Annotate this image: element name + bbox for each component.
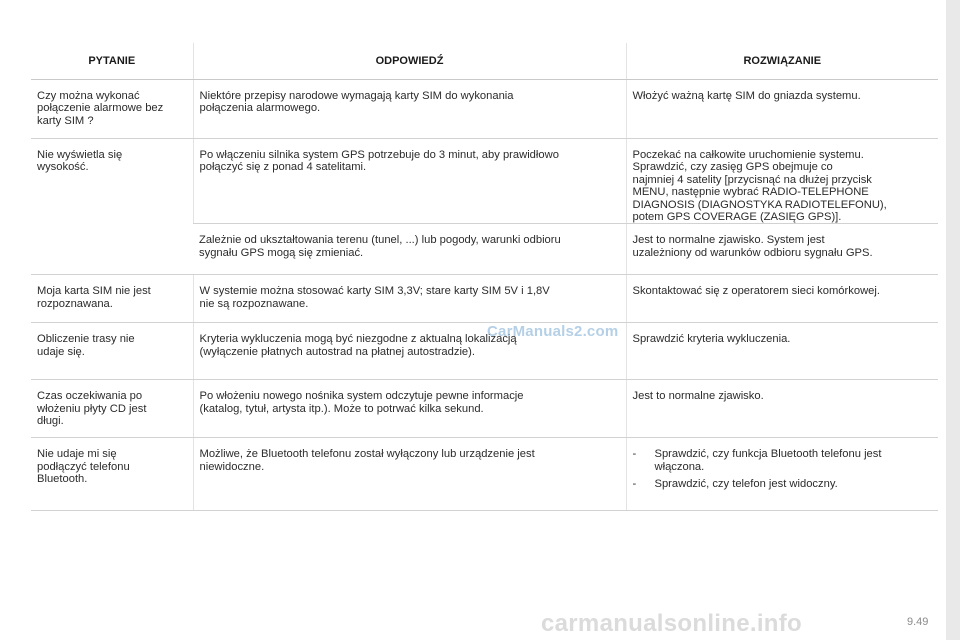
answer-cell — [193, 224, 626, 275]
solution-cell — [626, 80, 938, 139]
solution-cell — [626, 224, 938, 275]
solution-text: Skontaktować się z operatorem sieci komórkowej. — [632, 285, 880, 298]
solution-list-item — [633, 448, 933, 473]
solution-text: włączona. — [654, 460, 705, 473]
answer-text: W systemie można stosować karty SIM 3,3V; stare karty SIM 5V i 1,8V — [199, 285, 550, 298]
solution-list-text — [655, 478, 933, 490]
solution-text: Sprawdzić, czy telefon jest widoczny. — [654, 478, 838, 491]
question-text: karty SIM ? — [37, 114, 94, 127]
solution-text: Sprawdzić kryteria wykluczenia. — [632, 333, 791, 346]
solution-cell — [626, 275, 938, 323]
answer-text: (katalog, tytuł, artysta itp.). Może to potrwać kilka sekund. — [199, 402, 484, 415]
question-text: połączenie alarmowe bez — [37, 102, 164, 115]
header-solution: ROZWIĄZANIE — [626, 43, 938, 80]
question-text: Nie udaje mi się — [37, 448, 117, 461]
solution-cell — [626, 438, 938, 511]
question-cell — [31, 323, 193, 380]
faq-table — [31, 43, 938, 511]
question-text: Obliczenie trasy nie — [37, 333, 135, 346]
dash-bullet: - — [632, 448, 637, 461]
question-text: udaje się. — [37, 345, 85, 358]
table-header-row — [31, 43, 938, 80]
question-text: wysokość. — [37, 161, 89, 174]
solution-text: uzależniony od warunków odbioru sygnału GPS. — [632, 246, 873, 259]
solution-list-item — [633, 478, 933, 490]
question-text: Moja karta SIM nie jest — [37, 285, 151, 298]
question-text: rozpoznawana. — [37, 297, 113, 310]
question-text: Nie wyświetla się — [37, 149, 123, 161]
solution-text: Włożyć ważną kartę SIM do gniazda systemu. — [632, 90, 861, 102]
table-row — [31, 323, 938, 380]
answer-text: Możliwe, że Bluetooth telefonu został wyłączony lub urządzenie jest — [199, 448, 535, 461]
answer-cell — [193, 438, 626, 511]
question-text: Czas oczekiwania po — [37, 390, 143, 403]
question-text: Czy można wykonać — [37, 90, 140, 102]
solution-text: Jest to normalne zjawisko. — [632, 390, 764, 403]
answer-text: sygnału GPS mogą się zmieniać. — [199, 246, 364, 259]
answer-text: niewidoczne. — [199, 460, 265, 473]
solution-text: DIAGNOSIS (DIAGNOSTYKA RADIOTELEFONU), — [632, 198, 887, 211]
page-number: 9.49 — [907, 616, 929, 628]
solution-cell — [626, 323, 938, 380]
solution-cell — [626, 139, 938, 224]
faq-page — [31, 43, 938, 511]
solution-text: Sprawdzić, czy funkcja Bluetooth telefonu jest — [654, 448, 882, 461]
solution-text: Sprawdzić, czy zasięg GPS obejmuje co — [632, 161, 833, 174]
table-row — [31, 80, 938, 139]
question-cell — [31, 275, 193, 323]
answer-text: (wyłączenie płatnych autostrad na płatnej autostradzie). — [199, 345, 475, 358]
solution-text: potem GPS COVERAGE (ZASIĘG GPS)]. — [632, 211, 842, 224]
dash-bullet: - — [632, 478, 637, 491]
question-cell — [31, 139, 193, 275]
answer-text: Niektóre przepisy narodowe wymagają karty SIM do wykonania — [199, 90, 514, 102]
answer-cell — [193, 139, 626, 224]
question-cell — [31, 438, 193, 511]
question-cell — [31, 80, 193, 139]
header-question: PYTANIE — [31, 43, 193, 80]
question-text: włożeniu płyty CD jest — [37, 402, 147, 415]
header-answer: ODPOWIEDŹ — [193, 43, 626, 80]
answer-text: Po włożeniu nowego nośnika system odczytuje pewne informacje — [199, 390, 524, 403]
question-text: Bluetooth. — [37, 473, 88, 486]
answer-cell — [193, 275, 626, 323]
solution-text: Poczekać na całkowite uruchomienie systemu. — [632, 149, 864, 161]
question-text: długi. — [37, 415, 64, 428]
solution-list-text — [655, 448, 933, 473]
answer-cell — [193, 80, 626, 139]
table-row — [31, 275, 938, 323]
solution-text: Jest to normalne zjawisko. System jest — [632, 234, 825, 247]
page-edge-bar — [946, 0, 960, 640]
table-row — [31, 139, 938, 224]
footer-watermark-text: carmanualsonline.info — [541, 610, 803, 637]
answer-text: połączyć się z ponad 4 satelitami. — [199, 161, 367, 174]
answer-text: Kryteria wykluczenia mogą być niezgodne z aktualną lokalizacją — [199, 333, 517, 346]
answer-text: nie są rozpoznawane. — [199, 297, 309, 310]
question-text: podłączyć telefonu — [37, 460, 130, 473]
solution-text: najmniej 4 satelity [przycisnąć na dłużej przycisk — [632, 173, 872, 186]
table-row — [31, 438, 938, 511]
solution-cell — [626, 380, 938, 438]
answer-text: połączenia alarmowego. — [199, 102, 321, 115]
solution-text: MENU, następnie wybrać RADIO-TELEPHONE — [632, 186, 869, 199]
table-row — [31, 380, 938, 438]
question-cell — [31, 380, 193, 438]
answer-cell — [193, 380, 626, 438]
answer-text: Po włączeniu silnika system GPS potrzebuje do 3 minut, aby prawidłowo — [199, 149, 559, 161]
answer-text: Zależnie od ukształtowania terenu (tunel, ...) lub pogody, warunki odbioru — [199, 234, 561, 247]
watermark-text: CarManuals2.com — [487, 323, 619, 340]
